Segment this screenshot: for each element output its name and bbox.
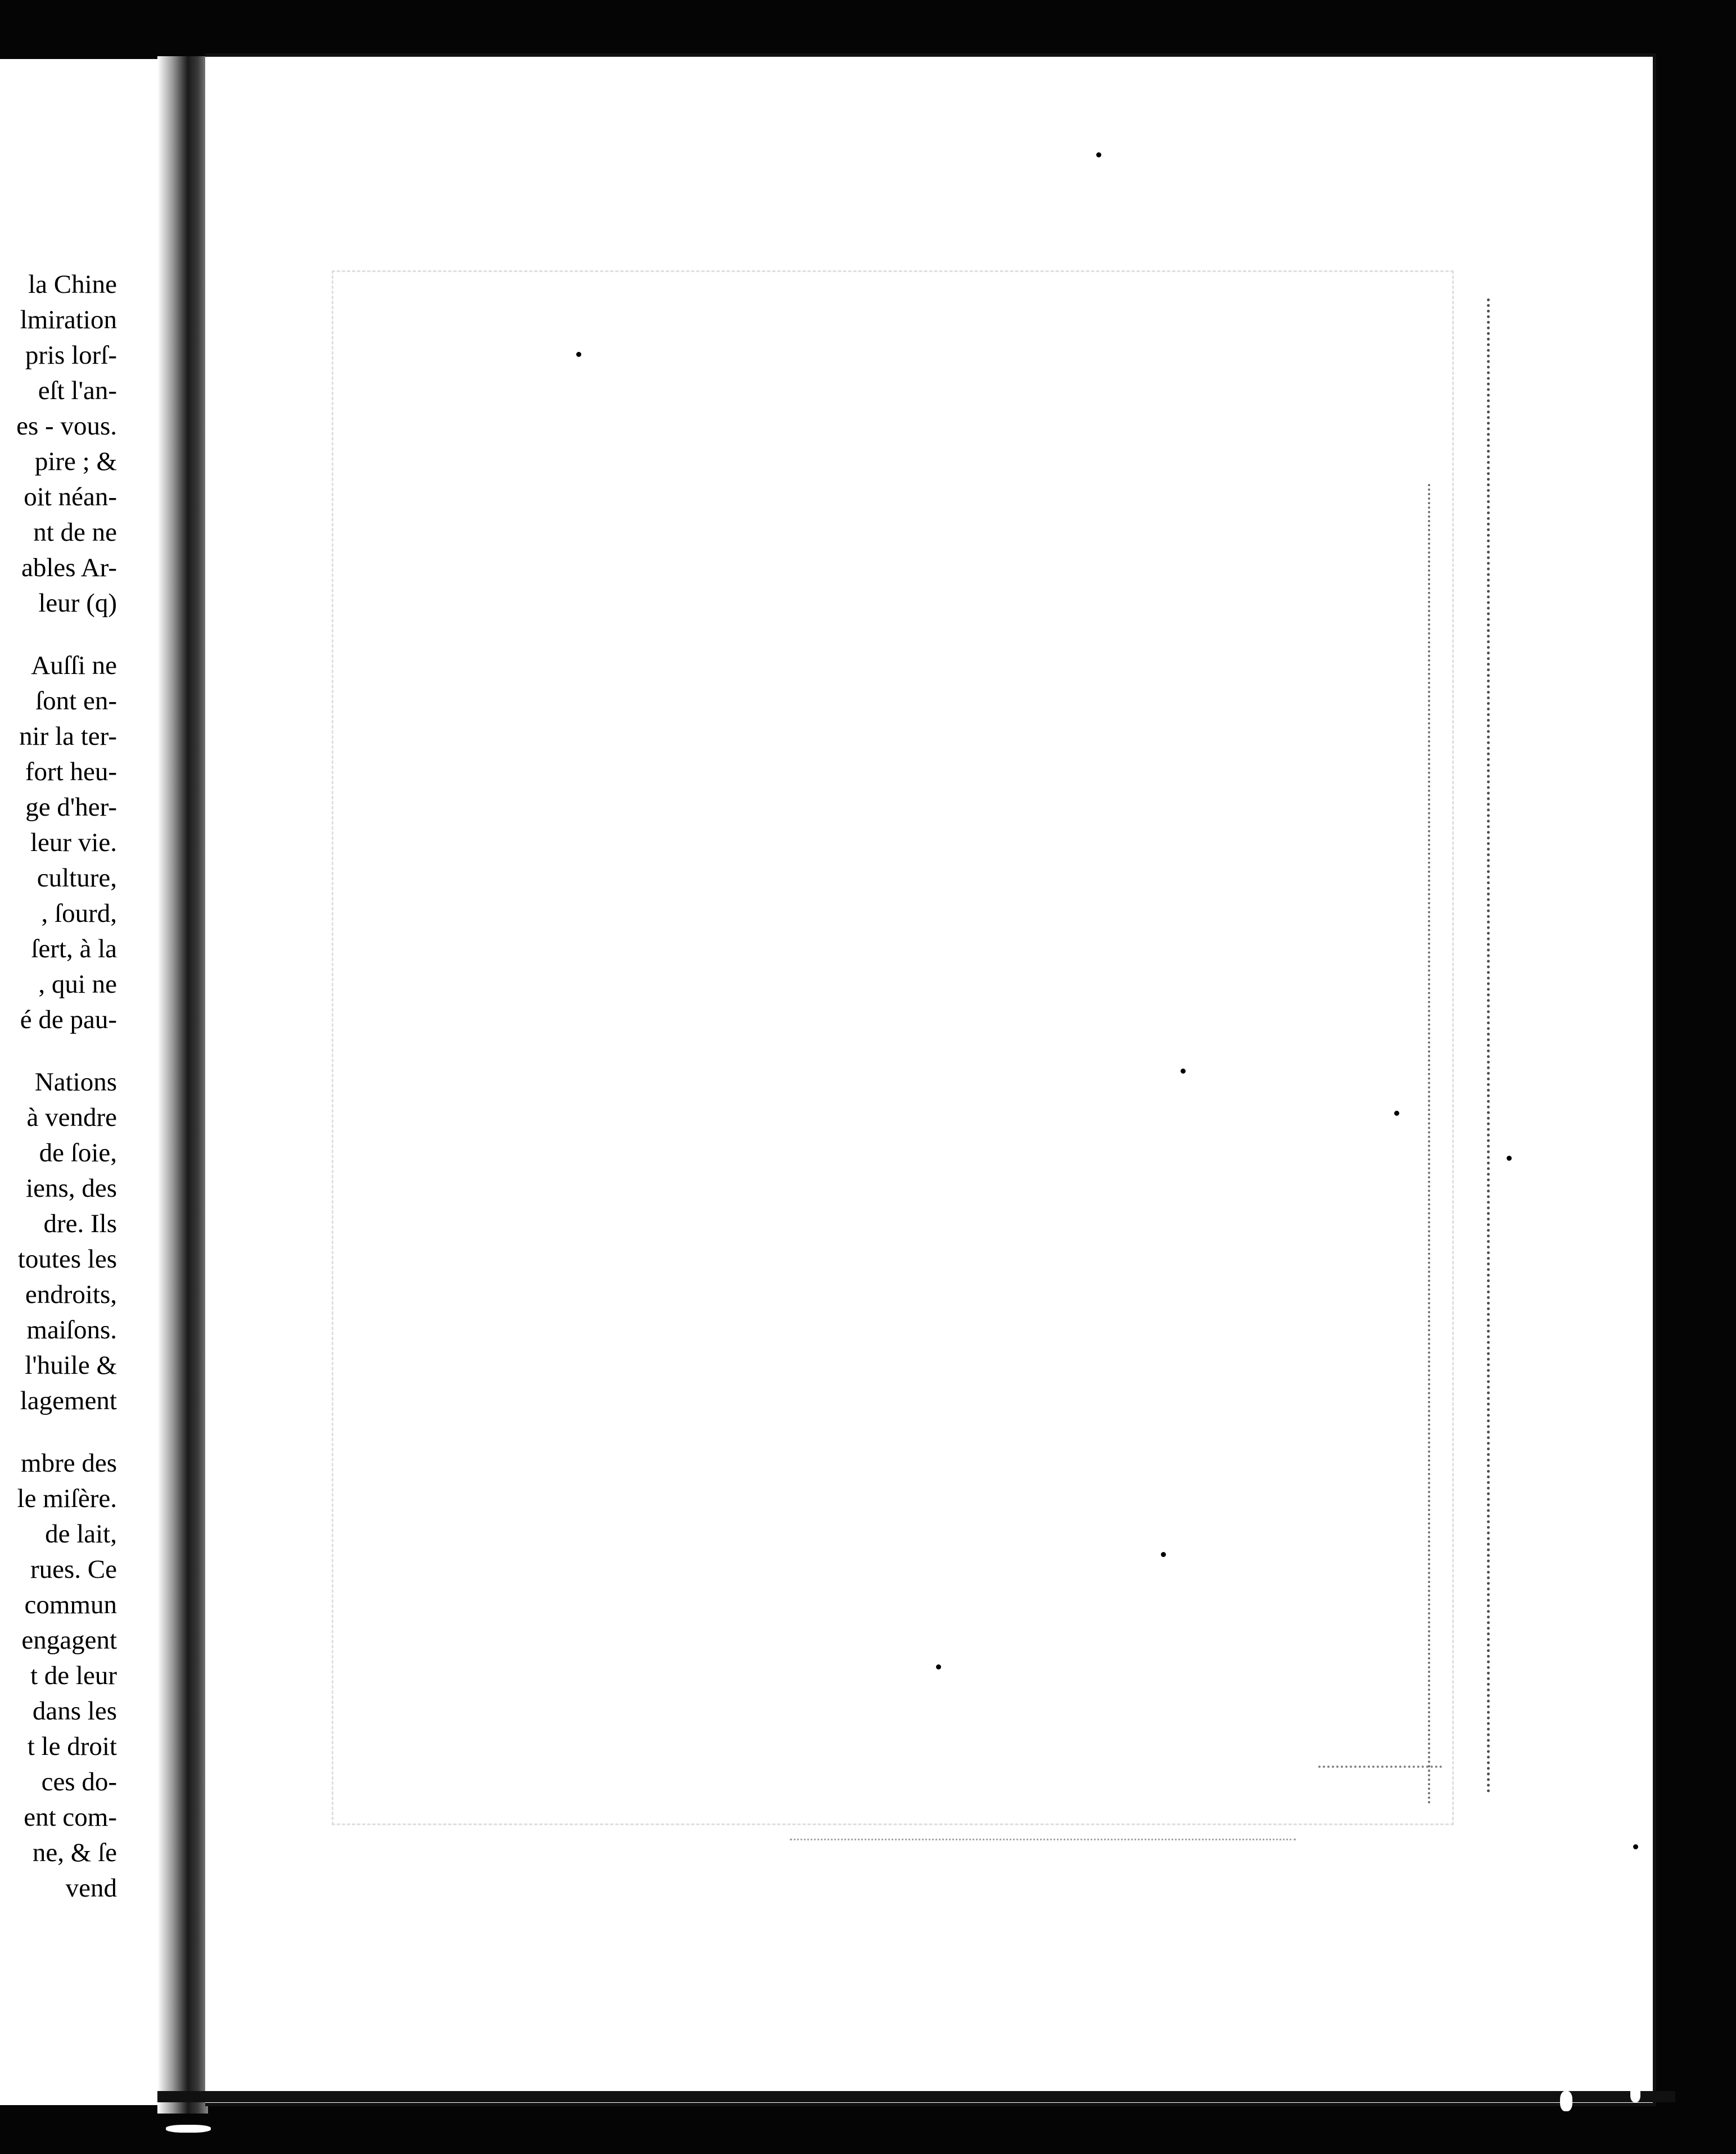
text-line: nt de ne [33, 518, 117, 547]
text-line: le miſère. [17, 1484, 117, 1513]
text-line: é de pau- [20, 1005, 117, 1034]
text-line: , qui ne [38, 970, 117, 999]
text-line: Nations [34, 1067, 117, 1097]
paper-speck [1181, 1069, 1186, 1074]
text-line: leur (q) [38, 589, 117, 618]
text-line: ent com- [24, 1803, 117, 1832]
text-line: fort heu- [25, 757, 117, 786]
paper-speck [1161, 1552, 1166, 1557]
paper-speck [1394, 1111, 1399, 1116]
text-line: eſt l'an- [38, 376, 117, 405]
text-line: ces do- [41, 1767, 117, 1796]
text-line: de lait, [45, 1519, 117, 1549]
page-bottom-edge [157, 2091, 1675, 2102]
paper-speck [1633, 1844, 1638, 1849]
text-line: ſont en- [35, 686, 117, 716]
text-line: maiſons. [26, 1315, 117, 1345]
text-line: commun [24, 1590, 117, 1619]
text-line: ables Ar- [21, 553, 117, 582]
text-line: engagent [21, 1626, 117, 1655]
text-line: ne, & ſe [32, 1838, 117, 1867]
text-line: lmiration [20, 305, 117, 334]
edge-fleck [1560, 2091, 1572, 2111]
paper-speck [1096, 152, 1101, 157]
text-line: de ſoie, [39, 1138, 117, 1167]
text-line: endroits, [25, 1280, 117, 1309]
plate-frame-right-edge [1487, 298, 1490, 1794]
text-line: culture, [37, 863, 117, 893]
edge-fleck [166, 2125, 211, 2133]
text-line: lagement [20, 1386, 117, 1415]
paper-speck [1507, 1156, 1512, 1161]
edge-fleck [1630, 2085, 1640, 2102]
text-line: dans les [32, 1696, 117, 1726]
text-line: nir la ter- [19, 722, 117, 751]
text-line: pire ; & [34, 447, 117, 476]
text-line: dre. Ils [43, 1209, 117, 1238]
text-line: toutes les [17, 1245, 117, 1274]
caption-ghost [790, 1839, 1296, 1855]
plate-frame-bottom-edge [1318, 1766, 1442, 1768]
text-line: rues. Ce [30, 1555, 117, 1584]
paper-speck [936, 1664, 941, 1669]
text-line: ſert, à la [31, 934, 117, 963]
text-line: es - vous. [16, 411, 117, 441]
text-line: pris lorſ- [25, 341, 117, 370]
text-line: iens, des [26, 1174, 117, 1203]
blank-page [205, 53, 1656, 2106]
text-line: la Chine [28, 270, 117, 299]
plate-frame-ghost [332, 270, 1454, 1825]
book-gutter [157, 56, 208, 2114]
text-line: t le droit [27, 1732, 117, 1761]
text-line: Auſſi ne [31, 651, 117, 680]
text-line: leur vie. [30, 828, 117, 857]
paper-speck [576, 352, 581, 357]
text-line: t de leur [30, 1661, 117, 1690]
text-line: à vendre [26, 1103, 117, 1132]
paragraph-gap [0, 1038, 117, 1065]
text-line: , ſourd, [41, 899, 117, 928]
text-line: vend [65, 1874, 117, 1903]
plate-frame-inner-edge [1428, 484, 1430, 1805]
text-line: mbre des [21, 1449, 117, 1478]
paragraph-gap [0, 1419, 117, 1446]
paragraph-gap [0, 621, 117, 648]
text-line: ge d'her- [25, 793, 117, 822]
previous-page-text [0, 267, 117, 1906]
text-line: l'huile & [25, 1351, 117, 1380]
previous-page-strip [0, 59, 169, 2105]
text-line: oit néan- [24, 482, 117, 512]
